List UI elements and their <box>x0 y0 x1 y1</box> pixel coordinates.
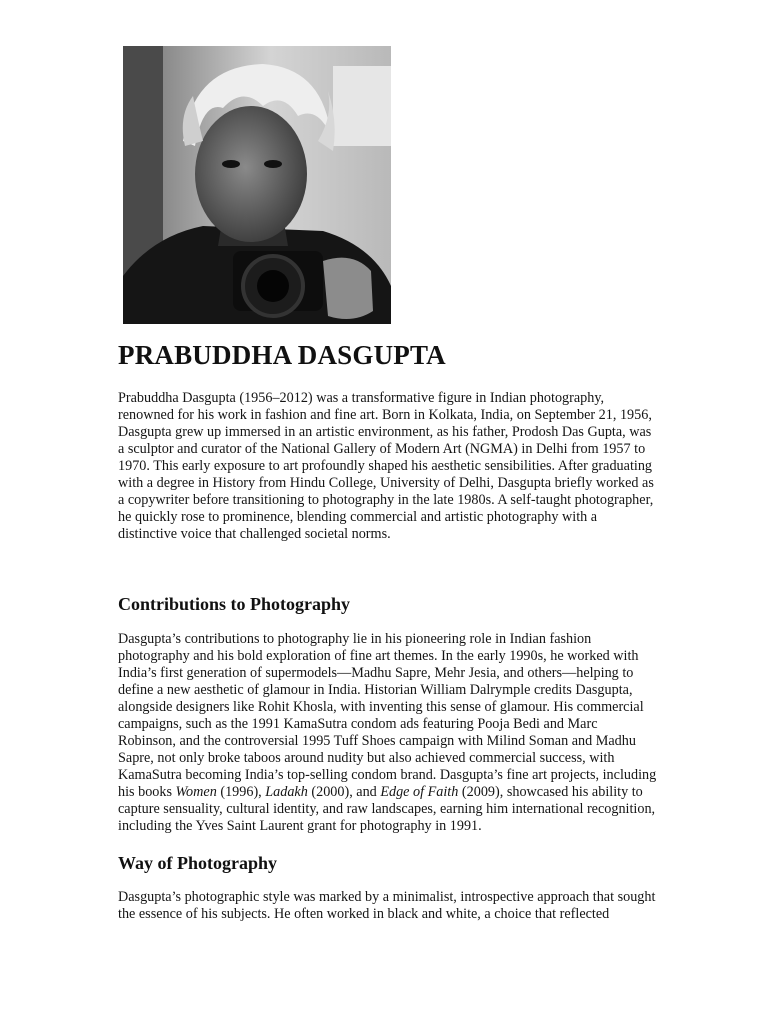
section-heading-contributions: Contributions to Photography <box>118 594 351 614</box>
book-title-edge-of-faith: Edge of Faith <box>380 784 459 800</box>
contributions-text: (2009), showcased his ability to capture sensuality, cultural identity, and raw landscapes, earning him international recognition, including the Yves Saint Laurent grant for photography in 1991. <box>118 784 656 834</box>
contributions-text: Dasgupta’s contributions to photography lie in his pioneering role in Indian fashion photography and his bold exploration of fine art themes. In the early 1990s, he worked with India’s first generation of supermodels—Madhu Sapre, Mehr Jesia, and others—helping to define a new aesthetic of glamour in India. Historian William Dalrymple credits Dasgupta, alongside designers like Rohit Khosla, with inventing this sense of glamour. His commercial campaigns, such as the 1991 KamaSutra condom ads featuring Pooja Bedi and Marc Robinson, and the controversial 1995 Tuff Shoes campaign with Milind Soman and Madhu Sapre, not only broke taboos around nudity but also achieved commercial success, with KamaSutra becoming India’s top-selling condom brand. Dasgupta’s fine art projects, including his books <box>118 631 657 800</box>
way-paragraph: Dasgupta’s photographic style was marked by a minimalist, introspective approach that sought the essence of his subjects. He often worked in black and white, a choice that reflected <box>118 889 656 922</box>
intro-paragraph: Prabuddha Dasgupta (1956–2012) was a transformative figure in Indian photography, renowned for his work in fashion and fine art. Born in Kolkata, India, on September 21, 1956, Dasgupta grew up immersed in an artistic environment, as his father, Prodosh Das Gupta, was a sculptor and curator of the National Gallery of Modern Art (NGMA) in Delhi from 1957 to 1970. This early exposure to art profoundly shaped his aesthetic sensibilities. After graduating with a degree in History from Hindu College, University of Delhi, Dasgupta briefly worked as a copywriter before transitioning to photography in the late 1980s. A self-taught photographer, he quickly rose to prominence, blending commercial and artistic photography with a distinctive voice that challenged societal norms. <box>118 390 654 542</box>
portrait-photo <box>123 46 391 324</box>
section-heading-way-of-photography: Way of Photography <box>118 853 278 873</box>
portrait-image <box>123 46 391 324</box>
contributions-paragraph <box>118 631 658 835</box>
article-title: PRABUDDHA DASGUPTA <box>118 340 446 370</box>
book-title-ladakh: Ladakh <box>265 784 308 800</box>
book-title-women: Women <box>175 784 217 800</box>
contributions-text: (2000), and <box>307 784 381 800</box>
contributions-text: (1996), <box>216 784 266 800</box>
